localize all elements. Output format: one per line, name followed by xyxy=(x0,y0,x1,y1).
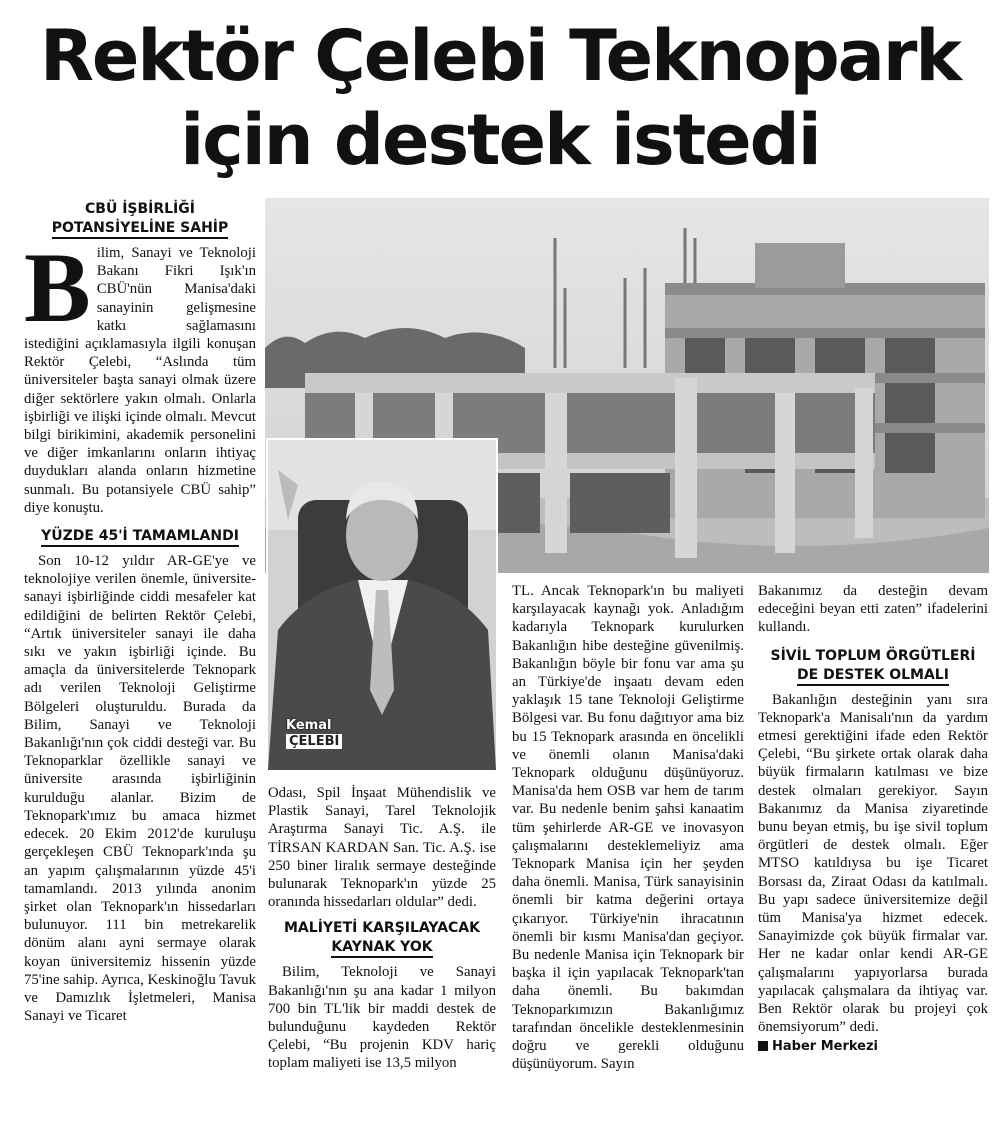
column-4 xyxy=(758,582,988,1057)
byline-square-icon xyxy=(758,1041,768,1051)
paragraph-7: Bakanlığın desteğinin yanı sıra Teknopark'a Manisalı'nın da yardım etmesi gerektiğini ifade eden Rektör Çelebi, “Bu şirkete ortak olarak daha büyük firmaların katılması ve bize destek olmaları gerekiyor. Sayın Bakanımız da Manisa ziyaretinde bunu beyan etmiş, bu işe sivil toplum örgütleri de destek olmalı. Eğer MTSO katıldıysa bu işe Ticaret Borsası da, Ziraat Odası da katılmalı. Bu yapı sadece üniversitemize değil tüm Manisa'ya hizmet edecek. Sanayimizde çok büyük firmalar var. Her ne kadar onlar kendi AR-GE çalışmalarını yapıyorlarsa burada yapılacak çalışmalara da ihtiyaç var. Ben Rektör olarak bu projeyi çok önemsiyorum” dedi. xyxy=(758,691,988,1036)
subhead-cbu-line-1: CBÜ İŞBİRLİĞİ xyxy=(85,201,195,217)
subhead-maliyet xyxy=(268,919,496,957)
subhead-cbu-line-2: POTANSİYELİNE SAHİP xyxy=(52,220,229,239)
subhead-maliyet-line-1: MALİYETİ KARŞILAYACAK xyxy=(284,920,480,937)
subhead-sivil xyxy=(758,647,988,685)
headline-line-1: Rektör Çelebi Teknopark xyxy=(40,15,960,97)
paragraph-intro xyxy=(24,232,256,517)
headline-line-2: için destek istedi xyxy=(180,99,820,181)
column-2 xyxy=(268,784,496,1073)
subhead-yuzde xyxy=(24,527,256,546)
subhead-sivil-line-1: SİVİL TOPLUM ÖRGÜTLERİ xyxy=(770,647,976,664)
column-3 xyxy=(512,582,744,1073)
caption-first-name: Kemal xyxy=(286,718,332,733)
subhead-cbu xyxy=(24,200,256,238)
paragraph-2: Son 10-12 yıldır AR-GE'ye ve teknolojiye verilen önemle, üniversite-sanayi işbirliğinde ciddi mesafeler kat edildiğini de belirten Rektör Çelebi, “Artık üniversiteler sanayi ile daha sıkı ve yakın işbirliği içinde. Bu amaçla da üniversitelerde Teknopark adı verilen Teknoloji Geliştirme Bölgeleri oluşturuldu. Burada da Bilim, Sanayi ve Teknoloji Bakanlığı'nın çok ciddi desteği var. Bu Teknoparklar özellikle sanayi ve üniversite arasında işbirliğinin kurulduğu alanlar. Bizim de Teknopark'ımız bu amaca hizmet edecek. 20 Ekim 2012'de kuruluşu gerçekleşen CBÜ Teknopark'ında şu an yapım çalışmalarının yüzde 45'i tamamlandı. 2013 yılında anonim şirket olan Teknopark'ın hissedarları bulunuyor. 111 bin metrekarelik dönüm alanı ayni sermaye olarak koyan üniversitemiz hissenin yüzde 75'ine sahip. Ayrıca, Keskinoğlu Tavuk ve Damızlık İşletmeleri, Manisa Sanayi ve Ticaret xyxy=(24,553,256,1025)
photo-caption xyxy=(286,718,342,750)
drop-cap: B xyxy=(24,232,91,343)
paragraph-5: TL. Ancak Teknopark'ın bu maliyeti karşılayacak kaynağı yok. Anladığım kadarıyla Teknopark kurulurken Bakanlığın hibe desteğine güvenilmiş. Bakanlığın böyle bir fonu var ama şu an Türkiye'de inşaatı devam eden yaklaşık 15 tane Teknoloji Geliştirme Bölgesi var. Bu fonu dağıtıyor ama biz bu 15 Teknopark arasında en öncelikli ve önemli olanın Manisa'daki Teknopark olduğunu düşünüyoruz. Manisa'da hem OSB var hem de tarım var. Bu nedenle benim şahsi kanaatim tüm şehirlerde AR-GE ve inovasyon çalışmalarını desteklemeliyiz ama Teknopark Manisa için her şeyden daha önemli. Manisa, Türk sanayisinin önemli bir katma değerini ortaya çıkarıyor. Türkiye'nin ihracatının önemli bir kısmı Manisa'dan geçiyor. Bu nedenle Manisa için Teknopark bir başka il için yapılacak Teknopark'tan daha önemli. Bu bakımdan Teknoparkımızın Bakanlığımız tarafından öncelikle desteklenmesinin doğru ve gerekli olduğunu düşünüyorum. Sayın xyxy=(512,583,744,1073)
portrait-photo xyxy=(266,438,498,772)
byline-text: Haber Merkezi xyxy=(772,1039,879,1055)
subhead-sivil-line-2: DE DESTEK OLMALI xyxy=(797,667,949,686)
paragraph-6: Bakanımız da desteğin devam edeceğini beyan etti zaten” ifadelerini kullandı. xyxy=(758,583,988,636)
subhead-maliyet-line-2: KAYNAK YOK xyxy=(331,939,432,958)
subhead-yuzde-text: YÜZDE 45'İ TAMAMLANDI xyxy=(41,528,239,547)
caption-last-name: ÇELEBİ xyxy=(286,734,342,749)
paragraph-intro-text: ilim, Sanayi ve Teknoloji Bakanı Fikri Işık'ın CBÜ'nün Manisa'daki sanayinin gelişmesine katkı sağlamasını istediğini açıklamasıyla ilgili konuşan Rektör Çelebi, “Aslında tüm üniversiteler başta sanayi olmak üzere diğer sektörlere yakın olmalı. Onlarla işbirliği ve ilişki içinde olmalı. Mevcut bilgi birikimini, akademik personelini ve diğer imkanlarını onların ihtiyaç duydukları alanda onların hizmetine sunmalı. Bu potansiyele CBÜ sahip” diye konuştu. xyxy=(24,245,256,516)
paragraph-3: Odası, Spil İnşaat Mühendislik ve Plastik Sanayi, Tarel Teknolojik Araştırma Sanayi Tic. A.Ş. ile TİRSAN KARDAN San. Tic. A.Ş. ise 250 biner liralık sermaye desteğinde bulunarak Teknopark'ın yüzde 25 oranında hissedarları oldular” dedi. xyxy=(268,785,496,911)
byline xyxy=(758,1038,988,1056)
paragraph-4: Bilim, Teknoloji ve Sanayi Bakanlığı'nın şu ana kadar 1 milyon 700 bin TL'lik bir maddi destek de bulunduğunu kaydeden Rektör Çelebi, “Bu projenin KDV hariç toplam maliyeti ise 13,5 milyon xyxy=(268,964,496,1072)
column-1 xyxy=(24,198,256,1025)
